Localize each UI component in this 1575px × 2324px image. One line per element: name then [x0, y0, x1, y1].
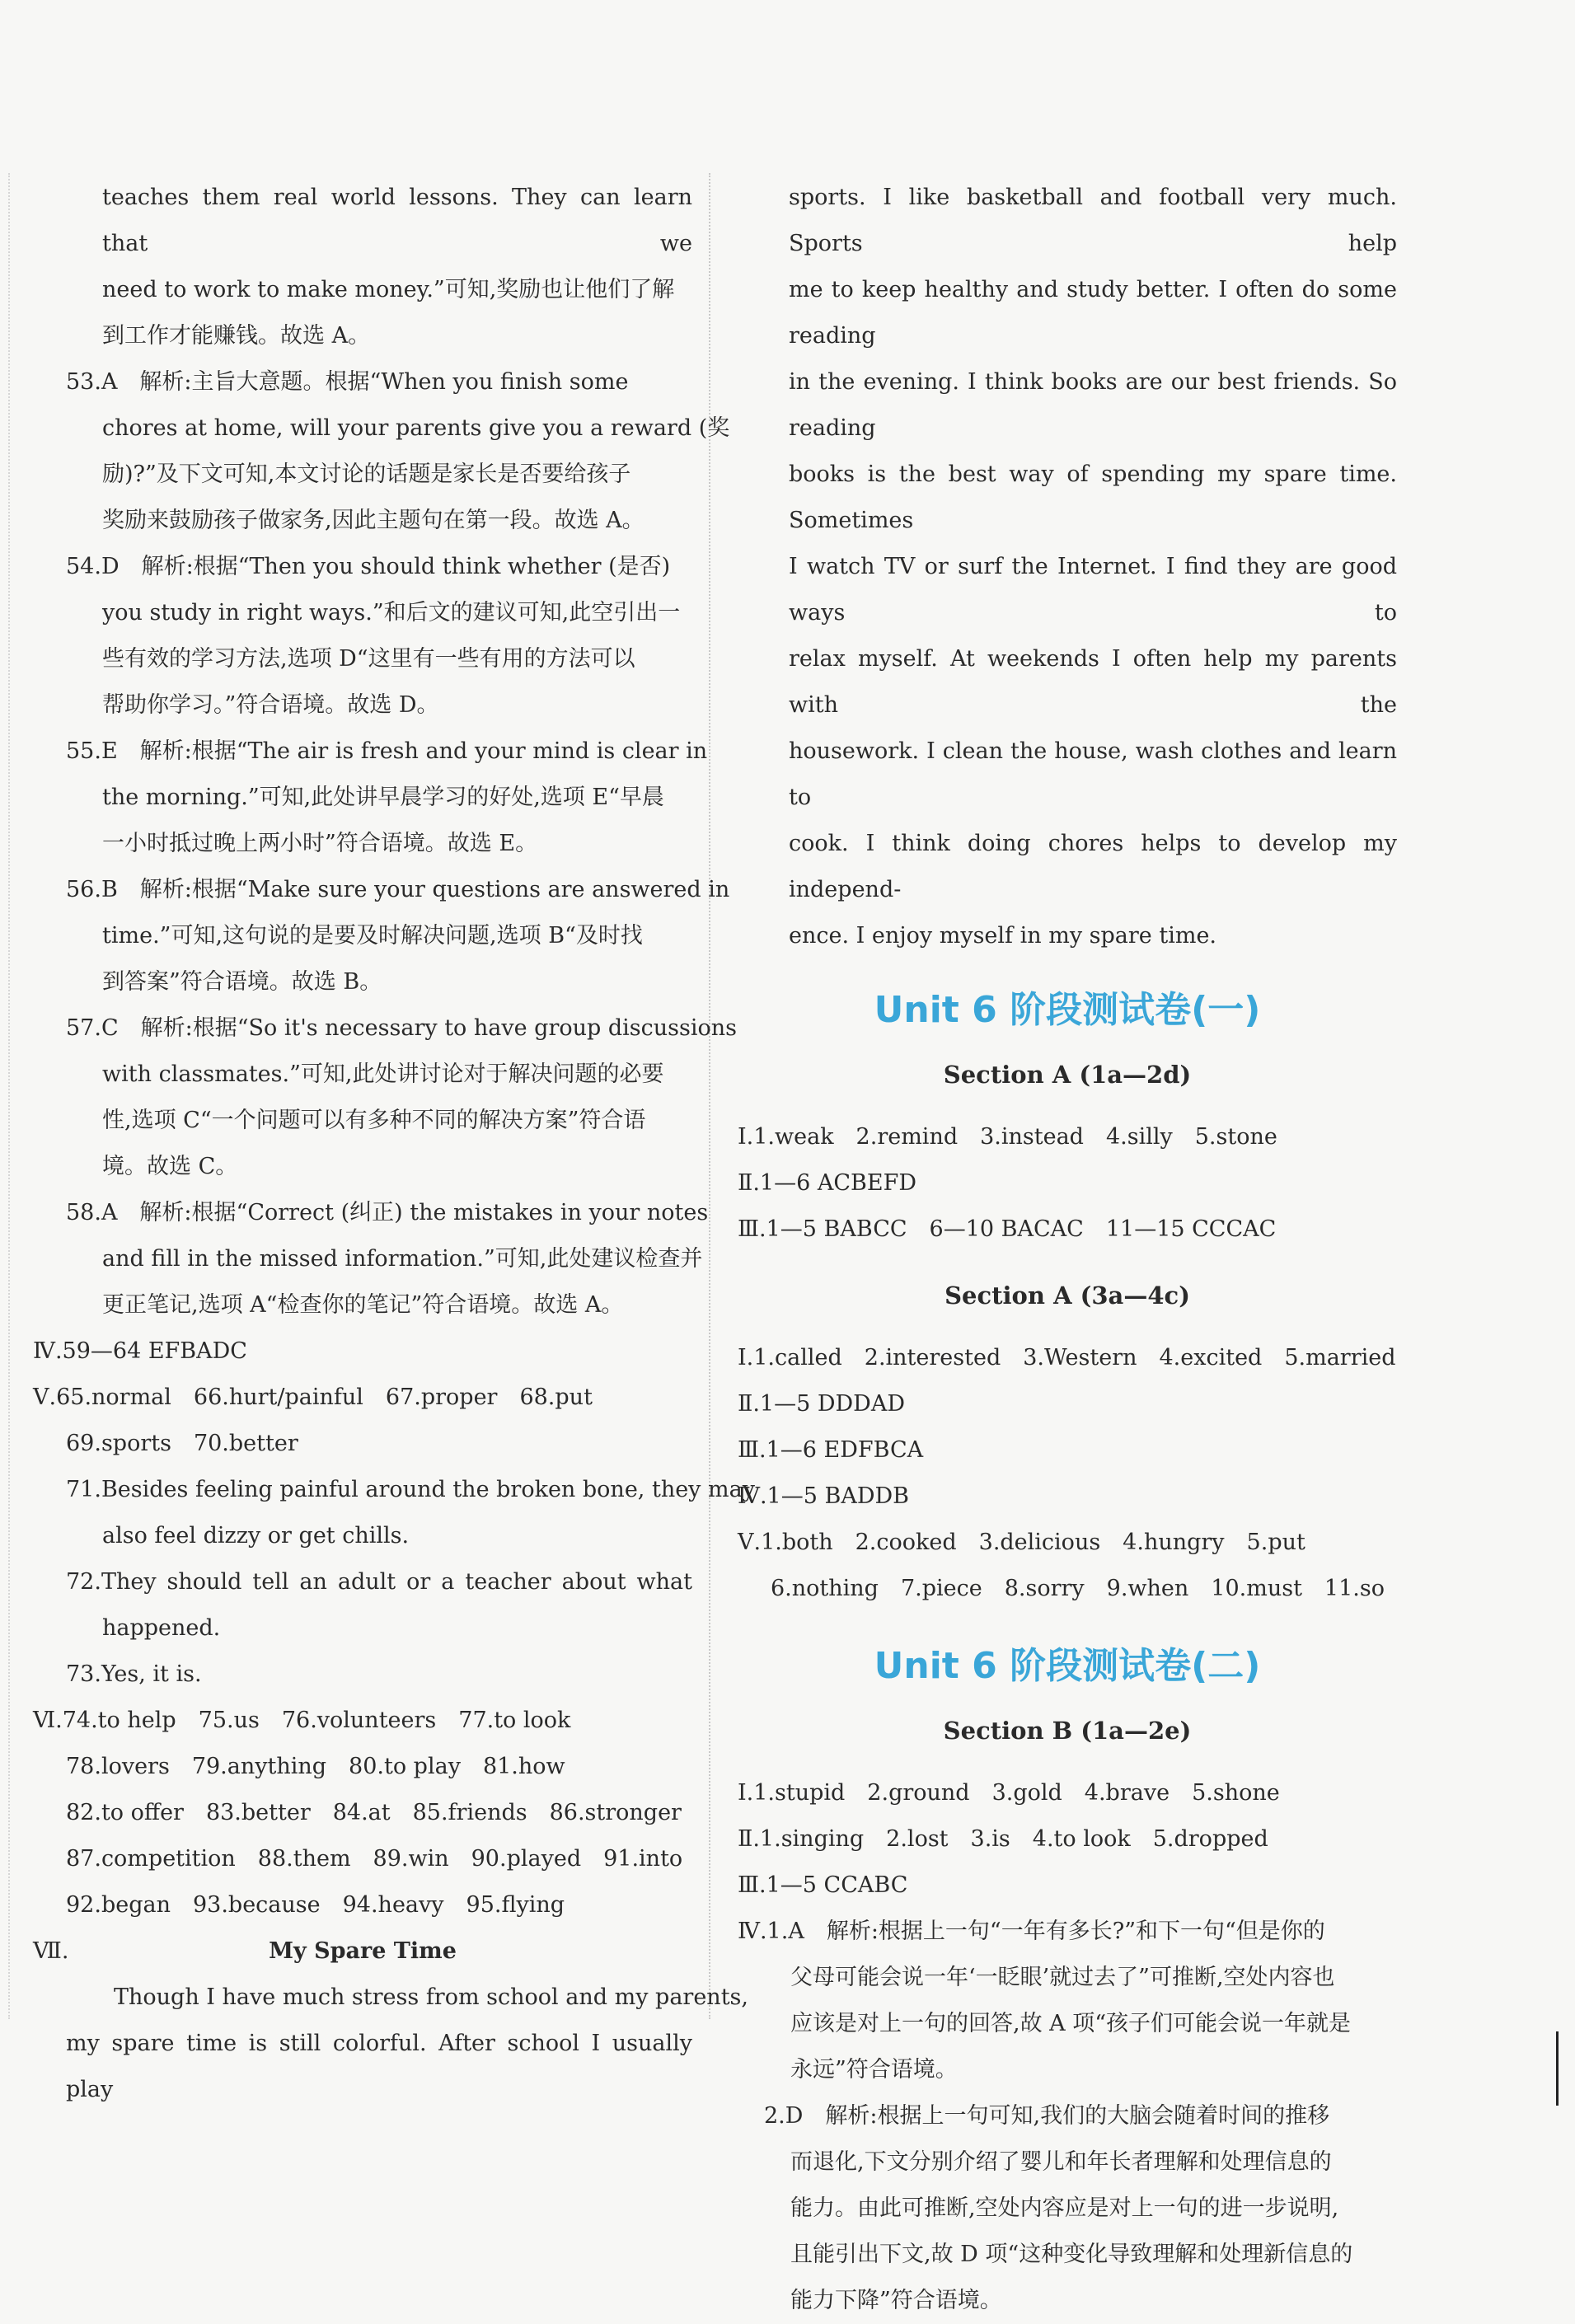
scan-edge-mark — [1556, 2031, 1559, 2106]
answer-line: 且能引出下文,故 D 项“这种变化导致理解和处理新信息的 — [790, 2242, 1353, 2267]
answer-line: 些有效的学习方法,选项 D“这里有一些有用的方法可以 — [102, 646, 635, 672]
essay-line: books is the best way of spending my spare time. Sometimes — [789, 462, 1397, 533]
answer-72: 72.They should tell an adult or a teacher about what — [66, 1569, 692, 1595]
part-iv: Ⅳ.59—64 EFBADC — [33, 1338, 247, 1364]
essay-line: sports. I like basketball and football very much. Sports help — [789, 185, 1397, 256]
essay-line: Though I have much stress from school and my parents, — [114, 1984, 748, 2010]
answer-line: Ⅱ.1—6 ACBEFD — [738, 1170, 916, 1196]
essay-line: housework. I clean the house, wash clothes and learn to — [789, 738, 1397, 810]
answer-iv-1: Ⅳ.1.A 解析:根据上一句“一年有多长?”和下一句“但是你的 — [738, 1919, 1325, 1944]
answer-line: Ⅴ.1.both 2.cooked 3.delicious 4.hungry 5.put — [738, 1530, 1305, 1555]
answer-line: Ⅰ.1.stupid 2.ground 3.gold 4.brave 5.shone — [738, 1780, 1280, 1806]
answer-line: 87.competition 88.them 89.win 90.played 91.into — [66, 1846, 683, 1872]
answer-line: 励)?”及下文可知,本文讨论的话题是家长是否要给孩子 — [102, 462, 631, 487]
essay-line: in the evening. I think books are our best friends. So reading — [789, 369, 1397, 441]
answer-line: 境。故选 C。 — [102, 1154, 238, 1179]
answer-line: Ⅰ.1.called 2.interested 3.Western 4.excited 5.married — [738, 1345, 1396, 1371]
answer-line: 更正笔记,选项 A“检查你的笔记”符合语境。故选 A。 — [102, 1292, 624, 1318]
essay-line: ence. I enjoy myself in my spare time. — [789, 923, 1217, 949]
answer-line: 69.sports 70.better — [66, 1431, 298, 1456]
answer-line: 帮助你学习。”符合语境。故选 D。 — [102, 692, 439, 718]
answer-line: 奖励来鼓励孩子做家务,因此主题句在第一段。故选 A。 — [102, 508, 645, 533]
answer-line: Ⅲ.1—6 EDFBCA — [738, 1437, 924, 1463]
part-vii-label: Ⅶ. — [33, 1938, 69, 1964]
answer-line: also feel dizzy or get chills. — [102, 1523, 410, 1549]
answer-line: 92.began 93.because 94.heavy 95.flying — [66, 1892, 565, 1918]
section-b-1a-2e-title: Section B (1a—2e) — [943, 1717, 1192, 1745]
answer-line: time.”可知,这句说的是要及时解决问题,选项 B“及时找 — [102, 923, 643, 949]
answer-line: 性,选项 C“一个问题可以有多种不同的解决方案”符合语 — [102, 1108, 646, 1133]
left-margin-guide — [8, 173, 10, 2019]
essay-line: I watch TV or surf the Internet. I find they are good ways to — [789, 554, 1397, 626]
answer-line: teaches them real world lessons. They can learn that we — [102, 185, 692, 256]
answer-line: 能力下降”符合语境。 — [790, 2288, 1002, 2313]
answer-line: 能力。由此可推断,空处内容应是对上一句的进一步说明, — [790, 2195, 1339, 2221]
answer-line: 到工作才能赚钱。故选 A。 — [102, 323, 371, 349]
answer-71: 71.Besides feeling painful around the broken bone, they may — [66, 1477, 755, 1502]
answer-line: the morning.”可知,此处讲早晨学习的好处,选项 E“早晨 — [102, 785, 664, 810]
answer-line: 应该是对上一句的回答,故 A 项“孩子们可能会说一年就是 — [790, 2011, 1352, 2036]
answer-line: Ⅱ.1—5 DDDAD — [738, 1391, 905, 1417]
answer-line: happened. — [102, 1615, 221, 1641]
answer-line: 到答案”符合语境。故选 B。 — [102, 969, 382, 995]
right-column — [738, 175, 1397, 2324]
answer-line: Ⅲ.1—5 CCABC — [738, 1872, 908, 1898]
answer-line: 78.lovers 79.anything 80.to play 81.how — [66, 1754, 565, 1779]
unit-6-test-2-title: Unit 6 阶段测试卷(二) — [874, 1645, 1261, 1687]
answer-line: with classmates.”可知,此处讲讨论对于解决问题的必要 — [102, 1061, 664, 1087]
essay-line: my spare time is still colorful. After school I usually play — [66, 2031, 692, 2102]
essay-line: cook. I think doing chores helps to develop my independ- — [789, 831, 1397, 902]
answer-line: Ⅰ.1.weak 2.remind 3.instead 4.silly 5.stone — [738, 1124, 1277, 1150]
answer-line: Ⅱ.1.singing 2.lost 3.is 4.to look 5.dropped — [738, 1826, 1268, 1852]
answer-line: 一小时抵过晚上两小时”符合语境。故选 E。 — [102, 831, 538, 856]
answer-53: 53.A 解析:主旨大意题。根据“When you finish some — [66, 369, 629, 395]
part-vi: Ⅵ.74.to help 75.us 76.volunteers 77.to look — [33, 1708, 571, 1733]
essay-line: me to keep healthy and study better. I often do some reading — [789, 277, 1397, 349]
answer-line: 82.to offer 83.better 84.at 85.friends 86.stronger — [66, 1800, 682, 1825]
section-a-1a-2d-title: Section A (1a—2d) — [943, 1061, 1192, 1089]
answer-line: you study in right ways.”和后文的建议可知,此空引出一 — [102, 600, 681, 626]
essay-title: My Spare Time — [269, 1938, 457, 1964]
answer-line: 6.nothing 7.piece 8.sorry 9.when 10.must 11.so — [771, 1576, 1385, 1601]
part-vii — [33, 1928, 692, 1975]
answer-58: 58.A 解析:根据“Correct (纠正) the mistakes in your notes — [66, 1200, 709, 1225]
essay-line: relax myself. At weekends I often help my parents with the — [789, 646, 1397, 718]
answer-line: 父母可能会说一年‘一眨眼’就过去了”可推断,空处内容也 — [790, 1965, 1335, 1990]
part-v: Ⅴ.65.normal 66.hurt/painful 67.proper 68.put — [33, 1385, 593, 1410]
answer-56: 56.B 解析:根据“Make sure your questions are answered in — [66, 877, 730, 902]
answer-line: and fill in the missed information.”可知,此处建议检查并 — [102, 1246, 703, 1272]
answer-line: 永远”符合语境。 — [790, 2057, 958, 2083]
answer-57: 57.C 解析:根据“So it's necessary to have group discussions — [66, 1015, 738, 1041]
answer-line: 而退化,下文分别介绍了婴儿和年长者理解和处理信息的 — [790, 2149, 1332, 2175]
unit-6-test-1-title: Unit 6 阶段测试卷(一) — [874, 989, 1261, 1031]
section-a-3a-4c-title: Section A (3a—4c) — [945, 1281, 1190, 1310]
answer-line: Ⅲ.1—5 BABCC 6—10 BACAC 11—15 CCCAC — [738, 1216, 1277, 1242]
answer-iv-2: 2.D 解析:根据上一句可知,我们的大脑会随着时间的推移 — [764, 2103, 1330, 2129]
answer-73: 73.Yes, it is. — [66, 1661, 202, 1687]
answer-54: 54.D 解析:根据“Then you should think whether (是否) — [66, 554, 671, 579]
left-column — [33, 175, 755, 2113]
answer-line: need to work to make money.”可知,奖励也让他们了解 — [102, 277, 675, 302]
answer-line: chores at home, will your parents give you a reward (奖 — [102, 415, 730, 441]
answer-55: 55.E 解析:根据“The air is fresh and your mind is clear in — [66, 738, 708, 764]
answer-line: Ⅳ.1—5 BADDB — [738, 1483, 909, 1509]
